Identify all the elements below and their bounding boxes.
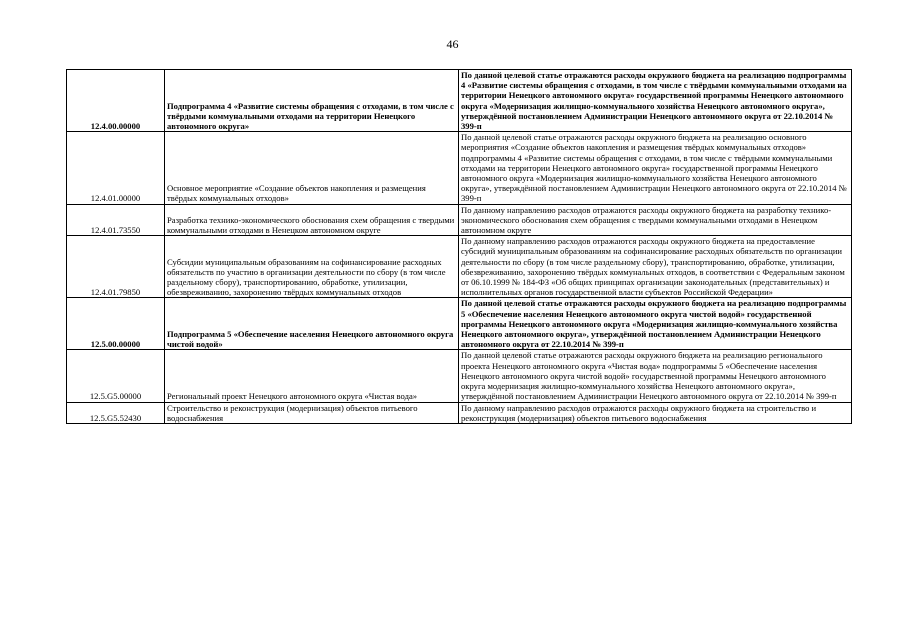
row-name: Подпрограмма 5 «Обеспечение населения Ненецкого автономного округа чистой водой» bbox=[165, 298, 459, 350]
row-description: По данному направлению расходов отражаются расходы окружного бюджета на предоставление субсидий муниципальным образованиям на софинансирование расходных обязательств по организации деятельности по сбору (в том числе раздельному сбору), транспортированию, обработке, утилизации, обезвреживанию, захоронению твёрдых коммунальных отходов, в соответствии с Федеральным законом от 06.10.1999 № 184-ФЗ «Об общих принципах организации законодательных (представительных) и исполнительных органов государственной власти субъектов Российской Федерации» bbox=[459, 236, 852, 298]
table-row bbox=[67, 204, 852, 236]
table-row bbox=[67, 350, 852, 402]
table-row bbox=[67, 132, 852, 204]
row-name: Основное мероприятие «Создание объектов накопления и размещения твёрдых коммунальных отходов» bbox=[165, 132, 459, 204]
row-name: Подпрограмма 4 «Развитие системы обращения с отходами, в том числе с твёрдыми коммунальными отходами на территории Ненецкого автономного округа» bbox=[165, 70, 459, 132]
row-name: Разработка технико-экономического обоснования схем обращения с твердыми коммунальными отходами в Ненецком автономном округе bbox=[165, 204, 459, 236]
row-description: По данной целевой статье отражаются расходы окружного бюджета на реализацию основного мероприятия «Создание объектов накопления и размещения твёрдых коммунальных отходов» подпрограммы 4 «Развитие системы обращения с отходами, в том числе с твёрдыми коммунальными отходами на территории Ненецкого автономного округа» государственной программы Ненецкого автономного округа «Модернизация жилищно-коммунального хозяйства Ненецкого автономного округа», утверждённой постановлением Администрации Ненецкого автономного округа от 22.10.2014 № 399-п bbox=[459, 132, 852, 204]
table-row bbox=[67, 70, 852, 132]
row-description: По данной целевой статье отражаются расходы окружного бюджета на реализацию регионального проекта Ненецкого автономного округа «Чистая вода» подпрограммы 5 «Обеспечение населения Ненецкого автономного округа чистой водой» государственной программы Ненецкого автономного округа модернизация жилищно-коммунального хозяйства Ненецкого автономного округа», утверждённой постановлением Администрации Ненецкого автономного округа от 22.10.2014 № 399-п bbox=[459, 350, 852, 402]
budget-classification-table bbox=[66, 69, 852, 424]
table-row bbox=[67, 402, 852, 423]
row-code: 12.4.01.00000 bbox=[67, 132, 165, 204]
row-name: Строительство и реконструкция (модернизация) объектов питьевого водоснабжения bbox=[165, 402, 459, 423]
row-description: По данному направлению расходов отражаются расходы окружного бюджета на строительство и реконструкция (модернизация) объектов питьевого водоснабжения bbox=[459, 402, 852, 423]
row-description: По данной целевой статье отражаются расходы окружного бюджета на реализацию подпрограммы 5 «Обеспечение населения Ненецкого автономного округа чистой водой» государственной программы Ненецкого автономного округа «Модернизация жилищно-коммунального хозяйства Ненецкого автономного округа», утверждённой постановлением Администрации Ненецкого автономного округа от 22.10.2014 № 399-п bbox=[459, 298, 852, 350]
row-code: 12.5.G5.00000 bbox=[67, 350, 165, 402]
row-description: По данной целевой статье отражаются расходы окружного бюджета на реализацию подпрограммы 4 «Развитие системы обращения с отходами, в том числе с твёрдыми коммунальными отходами на территории Ненецкого автономного округа» государственной программы Ненецкого автономного округа «Модернизация жилищно-коммунального хозяйства Ненецкого автономного округа», утверждённой постановлением Администрации Ненецкого автономного округа от 22.10.2014 № 399-п bbox=[459, 70, 852, 132]
row-code: 12.4.01.73550 bbox=[67, 204, 165, 236]
row-code: 12.5.G5.52430 bbox=[67, 402, 165, 423]
row-code: 12.4.00.00000 bbox=[67, 70, 165, 132]
row-code: 12.5.00.00000 bbox=[67, 298, 165, 350]
row-name: Региональный проект Ненецкого автономного округа «Чистая вода» bbox=[165, 350, 459, 402]
row-name: Субсидии муниципальным образованиям на софинансирование расходных обязательств по участию в организации деятельности по сбору (в том числе раздельному сбору), транспортированию, обработке, утилизации, обезвреживанию, захоронению твёрдых коммунальных отходов bbox=[165, 236, 459, 298]
table-row bbox=[67, 298, 852, 350]
table-row bbox=[67, 236, 852, 298]
row-code: 12.4.01.79850 bbox=[67, 236, 165, 298]
row-description: По данному направлению расходов отражаются расходы окружного бюджета на разработку технико-экономического обоснования схем обращения с твердыми коммунальными отходами в Ненецком автономном округе bbox=[459, 204, 852, 236]
page-number: 46 bbox=[446, 37, 459, 51]
